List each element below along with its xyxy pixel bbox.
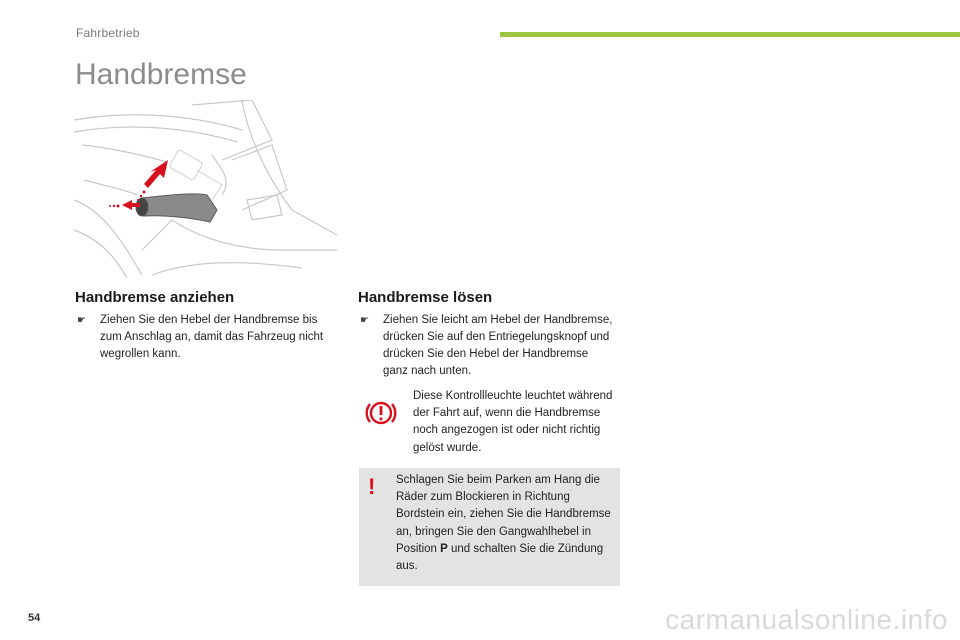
page-number: 54 [28, 612, 41, 624]
warning-lamp-text: Diese Kontrollleuchte leuchtet während der Fahrt auf, wenn die Handbremse noch angezogen ist oder nicht richtig gelöst wurde. [413, 390, 613, 454]
release-text: Ziehen Sie leicht am Hebel der Handbremse, drücken Sie auf den Entriegelungsknopf und drücken Sie den Hebel der Handbremse ganz nach unten. [383, 314, 613, 377]
apply-heading: Handbremse anziehen [75, 289, 235, 306]
brake-warning-lamp-icon [365, 397, 397, 429]
watermark: carmanualsonline.info [665, 604, 948, 635]
note-text: Schlagen Sie beim Parken am Hang die Räder zum Blockieren in Richtung Bordstein ein, ziehen Sie die Handbremse an, bringen Sie den Gangwahlhebel in Position P und schalten Sie die Zündung aus. [396, 474, 611, 573]
handbrake-illustration [72, 100, 340, 280]
exclamation-icon: ! [368, 474, 376, 499]
page-title: Handbremse [75, 58, 247, 91]
bullet-pointer-icon: ☛ [360, 315, 369, 326]
release-instruction [360, 312, 615, 380]
accent-bar [500, 32, 960, 37]
gear-position-p: P [440, 542, 448, 555]
section-label: Fahrbetrieb [76, 26, 140, 40]
release-heading: Handbremse lösen [358, 289, 493, 306]
apply-instruction [77, 312, 335, 363]
bullet-pointer-icon: ☛ [77, 315, 86, 326]
apply-text: Ziehen Sie den Hebel der Handbremse bis zum Anschlag an, damit das Fahrzeug nicht wegrollen kann. [100, 314, 324, 360]
